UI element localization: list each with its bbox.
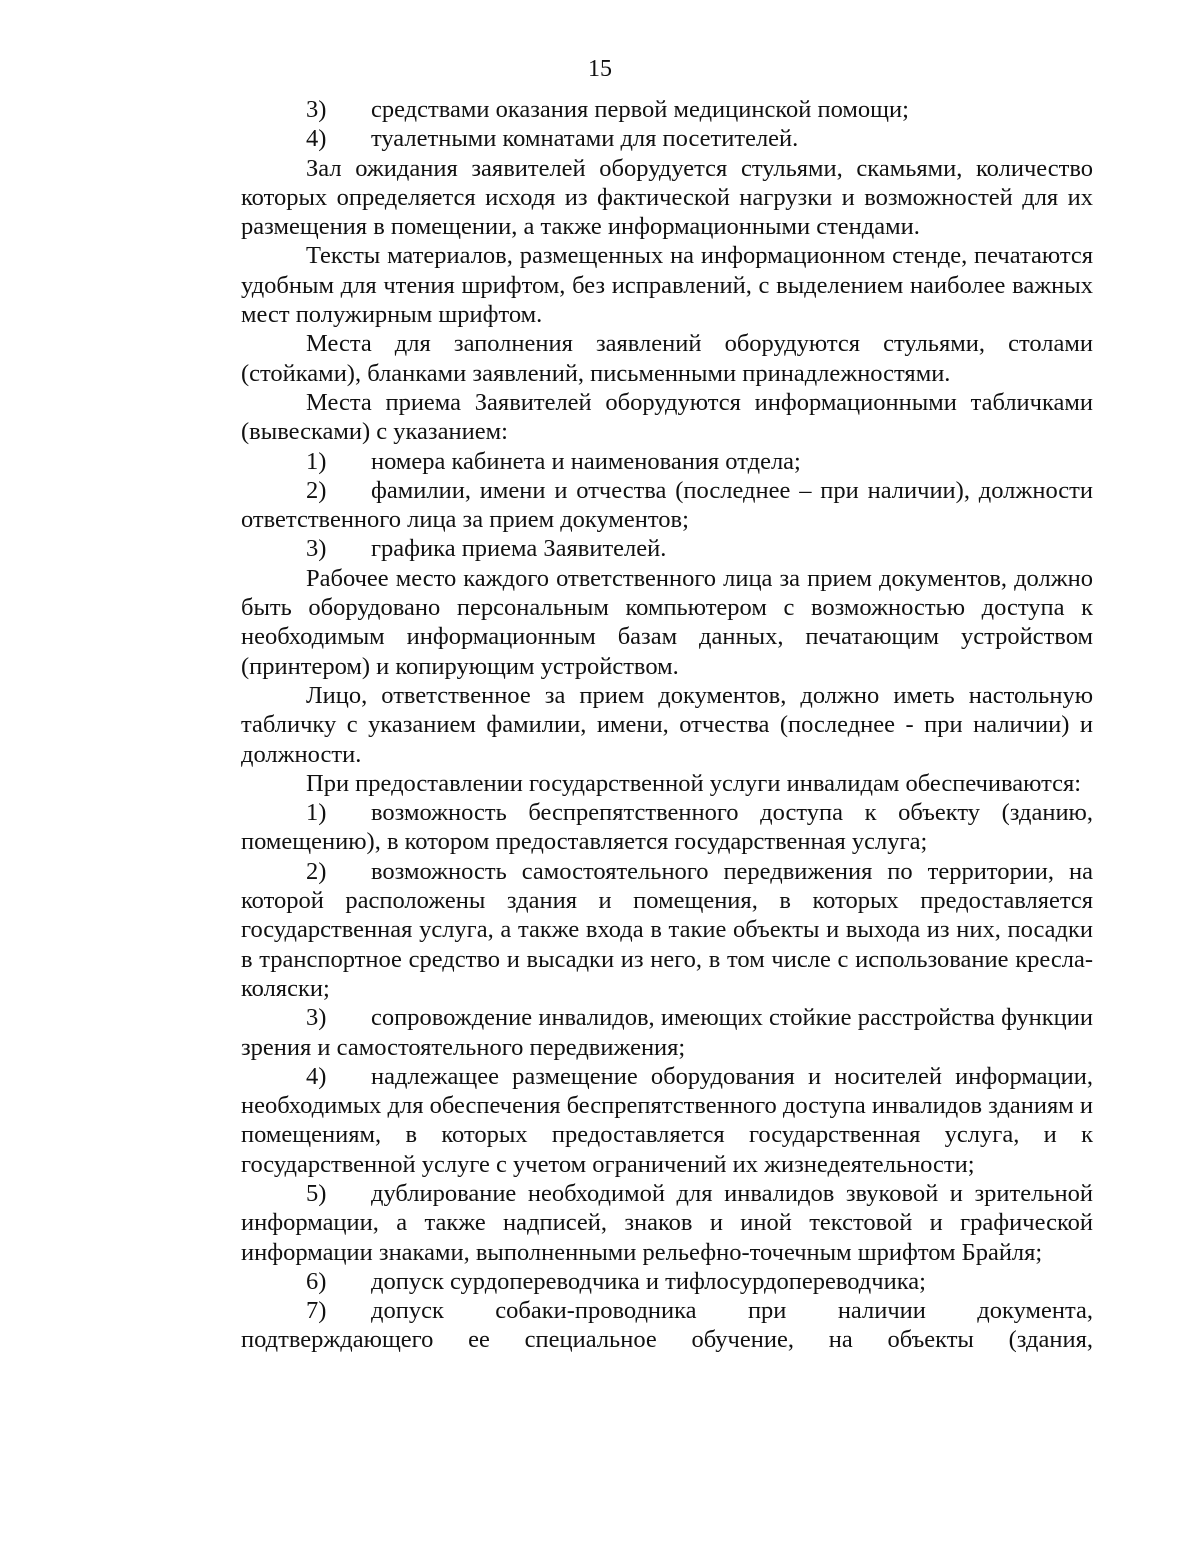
list-item-text: графика приема Заявителей. [371,535,667,563]
paragraph: Лицо, ответственное за прием документов, должно иметь настольную табличку с указанием фамилии, имени, отчества (последнее - при наличии) и должности. [241,681,1093,768]
list-item-number: 7) [306,1297,327,1325]
list-item-number: 1) [306,799,327,827]
list-item-text: допуск собаки-проводника при наличии документа, подтверждающего ее специальное обучение, на объекты (здания, [241,1297,1093,1354]
list-item [241,1296,1093,1355]
list-item-text: возможность беспрепятственного доступа к объекту (зданию, помещению), в котором предоставляется государственная услуга; [241,799,1093,856]
list-item-text: туалетными комнатами для посетителей. [371,125,799,153]
list-item [241,95,1093,124]
list-item [241,447,1093,476]
paragraph: Места для заполнения заявлений оборудуются стульями, столами (стойками), бланками заявлений, письменными принадлежностями. [241,330,1093,387]
list-item [241,1003,1093,1062]
page-number: 15 [588,56,612,82]
list-item-text: фамилии, имени и отчества (последнее – при наличии), должности ответственного лица за прием документов; [241,476,1093,534]
list-item-number: 2) [306,476,327,504]
list-item [241,1179,1093,1267]
list-item-number: 1) [306,447,327,475]
paragraph: Зал ожидания заявителей оборудуется стульями, скамьями, количество которых определяется исходя из фактической нагрузки и возможностей для их размещения в помещении, а также информационными стендами. [241,154,1093,241]
list-item-text: надлежащее размещение оборудования и носителей информации, необходимых для обеспечения беспрепятственного доступа инвалидов зданиям и помещениям, в которых предоставляется государственная услуга, и к государственной услуге с учетом ограничений их жизнедеятельности; [241,1062,1093,1178]
list-item-text: средствами оказания первой медицинской помощи; [371,96,909,123]
document-body [241,95,1093,1355]
list-item-text: возможность самостоятельного передвижения по территории, на которой расположены здания и помещения, в которых предоставляется государственная услуга, а также входа в такие объекты и выхода из них, посадки в транспортное средство и высадки из него, в том числе с использование кресла-коляски; [241,857,1093,1002]
list-item-number: 5) [306,1179,327,1207]
list-item-text: номера кабинета и наименования отдела; [371,447,801,475]
paragraph: При предоставлении государственной услуги инвалидам обеспечиваются: [306,769,1082,797]
list-item-text: дублирование необходимой для инвалидов звуковой и зрительной информации, а также надписей, знаков и иной текстовой и графической информации знаками, выполненными рельефно-точечным шрифтом Брайля; [241,1179,1093,1266]
list-item-number: 4) [306,125,327,153]
list-item-text: допуск сурдопереводчика и тифлосурдопереводчика; [371,1267,926,1295]
list-item [241,798,1093,857]
list-item [241,1267,1093,1296]
paragraph: Тексты материалов, размещенных на информационном стенде, печатаются удобным для чтения шрифтом, без исправлений, с выделением наиболее важных мест полужирным шрифтом. [241,242,1093,329]
list-item-number: 3) [306,96,327,123]
paragraph: Места приема Заявителей оборудуются информационными табличками (вывесками) с указанием: [241,388,1093,446]
list-item [241,476,1093,535]
list-item [241,124,1093,153]
list-item [241,534,1093,563]
list-item-number: 2) [306,857,327,885]
list-item-text: сопровождение инвалидов, имеющих стойкие расстройства функции зрения и самостоятельного передвижения; [241,1004,1093,1061]
paragraph: Рабочее место каждого ответственного лица за прием документов, должно быть оборудовано персональным компьютером с возможностью доступа к необходимым информационным базам данных, печатающим устройством (принтером) и копирующим устройством. [241,564,1093,680]
list-item-number: 3) [306,535,327,563]
list-item-number: 4) [306,1062,327,1090]
list-item-number: 3) [306,1004,327,1032]
list-item [241,1062,1093,1179]
list-item [241,857,1093,1003]
list-item-number: 6) [306,1267,327,1295]
